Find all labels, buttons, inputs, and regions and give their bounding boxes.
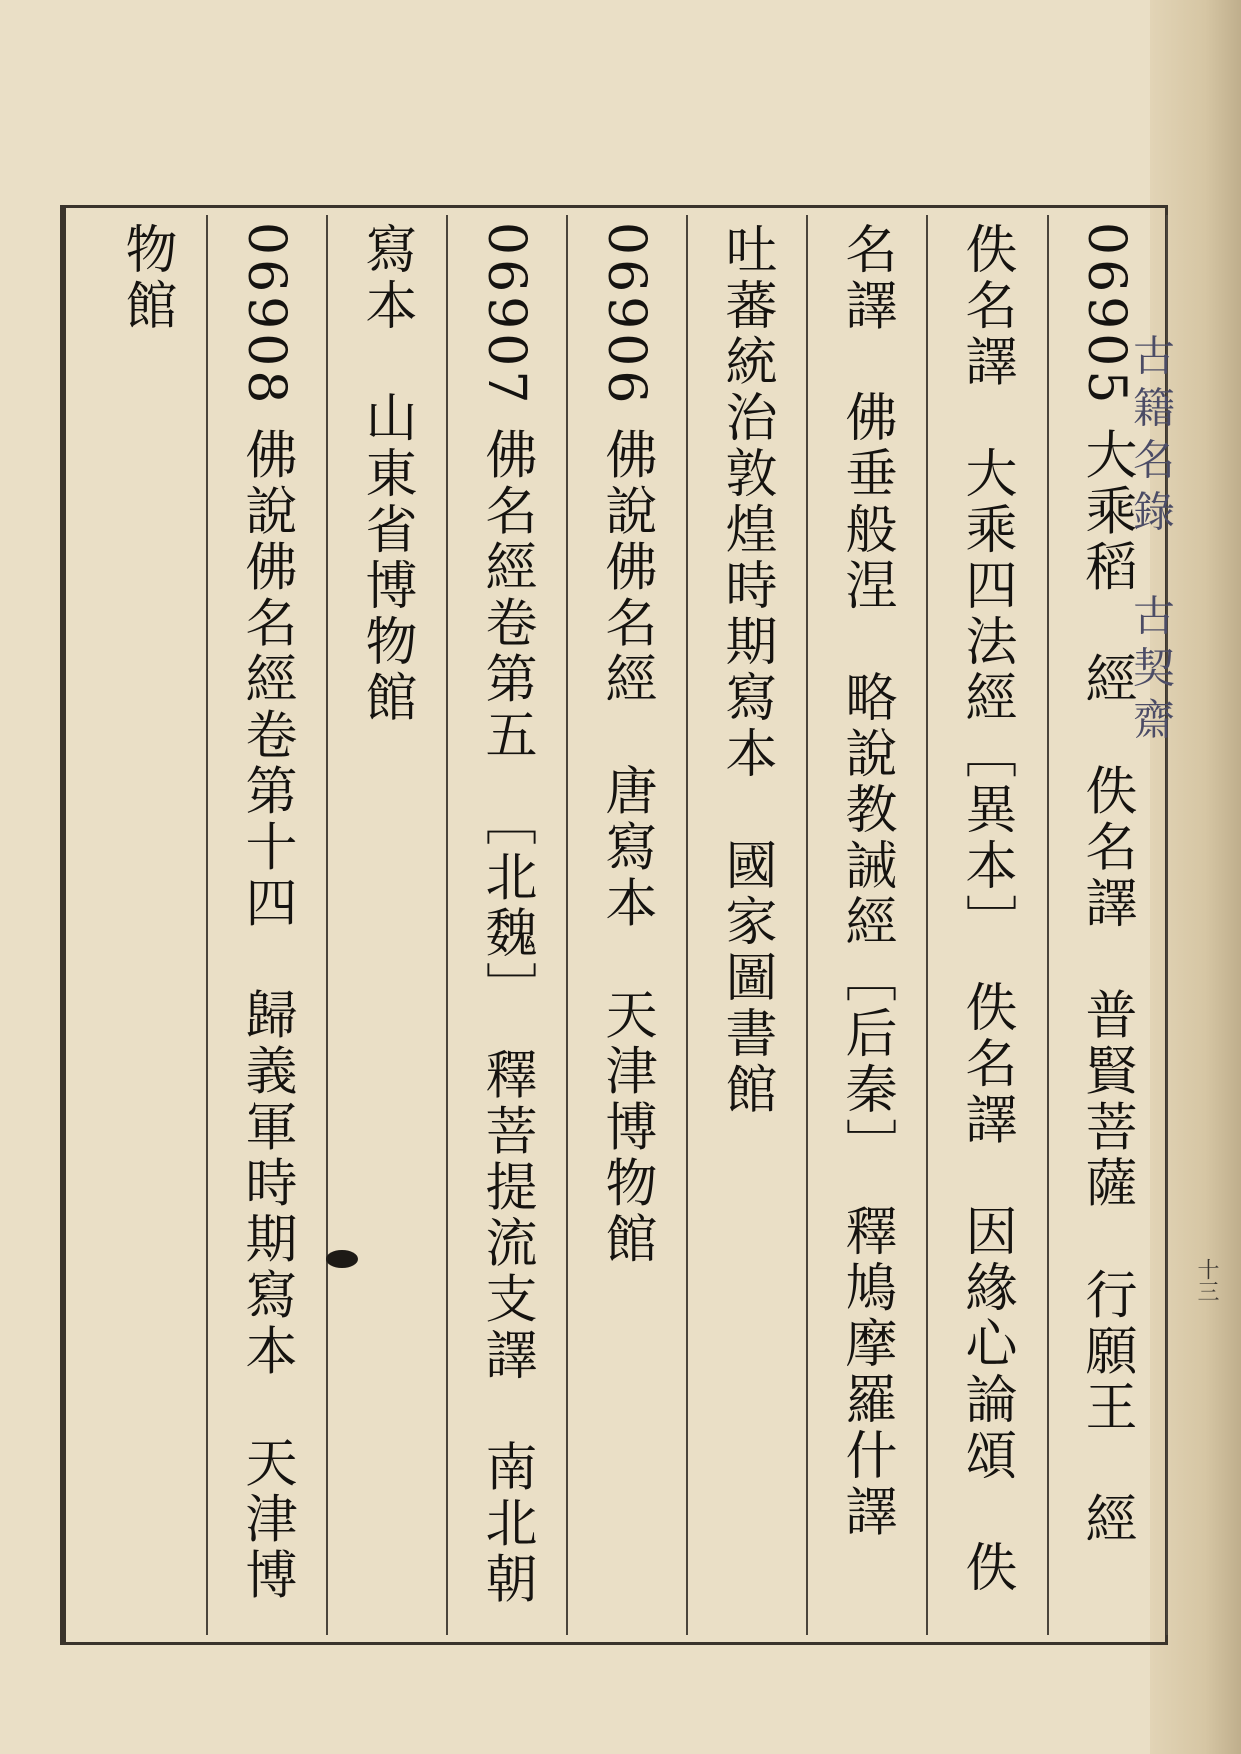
column-rule bbox=[686, 215, 688, 1635]
entry-06905-line-2: 佚名譯 大乘四法經［異本］ 佚名譯 因緣心論頌 佚 bbox=[956, 222, 1016, 1596]
entry-06905-line-1: 06905 大乘稻 經 佚名譯 普賢菩薩 行願王 經 bbox=[1076, 222, 1136, 1548]
entry-06908-line-1: 06908 佛說佛名經卷第十四 歸義軍時期寫本 天津博 bbox=[236, 222, 296, 1604]
entry-06907-line-2: 寫本 山東省博物館 bbox=[356, 222, 416, 726]
column-rule bbox=[326, 215, 328, 1635]
entry-06908-line-2: 物館 bbox=[116, 222, 176, 334]
column-rule bbox=[926, 215, 928, 1635]
column-rule bbox=[566, 215, 568, 1635]
margin-gap bbox=[1127, 541, 1176, 593]
margin-title: 古籍名錄 bbox=[1127, 333, 1176, 542]
column-rule bbox=[206, 215, 208, 1635]
margin-studio: 古契齋 bbox=[1127, 593, 1176, 750]
entry-06905-line-3: 名譯 佛垂般涅 略說教誡經［后秦］ 釋鳩摩羅什譯 bbox=[836, 222, 896, 1540]
page-number: 十三 bbox=[1194, 1258, 1219, 1302]
ink-spot bbox=[326, 1250, 358, 1268]
column-rule bbox=[806, 215, 808, 1635]
column-rule bbox=[1047, 215, 1049, 1635]
entry-06905-line-4: 吐蕃統治敦煌時期寫本 國家圖書館 bbox=[716, 222, 776, 1118]
column-rule bbox=[446, 215, 448, 1635]
entry-06907-line-1: 06907 佛名經卷第五 ［北魏］ 釋菩提流支譯 南北朝 bbox=[476, 222, 536, 1608]
margin-book-title bbox=[1127, 240, 1226, 750]
entry-06906: 06906 佛說佛名經 唐寫本 天津博物館 bbox=[596, 222, 656, 1268]
